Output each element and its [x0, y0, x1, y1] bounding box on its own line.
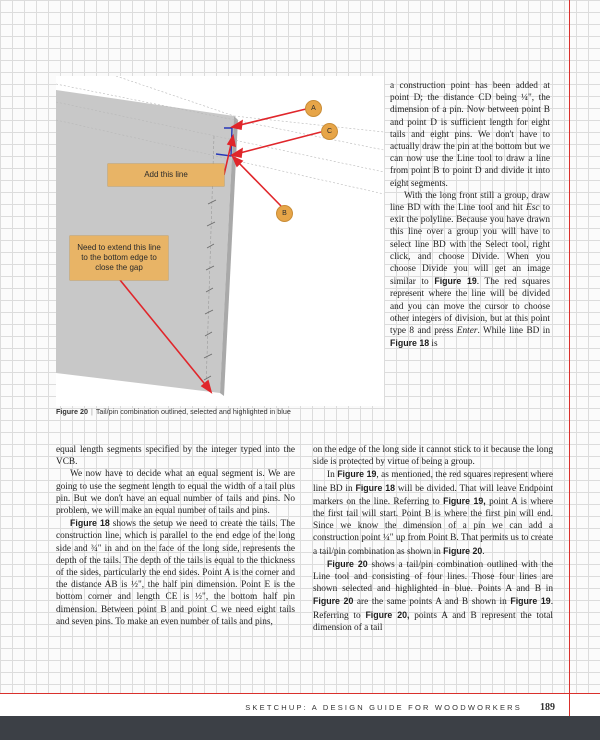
- left-column-text: [56, 444, 295, 628]
- middle-column-text: [313, 444, 553, 634]
- figure-20: [56, 76, 384, 406]
- figure-caption: [56, 407, 386, 419]
- paragraph: a construction point has been added at point D; the distance CD being ¼", the dimension of a pin. Now between point B and point D is sufficient length for eight tails and eight pins. We don't have to actually draw the pin at the bottom but we can now use the Line tool to draw a line from point B to point D and divide it into eight segments.: [390, 81, 550, 189]
- point-a-badge: A: [305, 100, 322, 117]
- paragraph: equal length segments specified by the integer typed into the VCB.: [56, 445, 295, 468]
- paragraph: on the edge of the long side it cannot stick to it because the long side is protected by virtue of being a group.: [313, 445, 553, 468]
- running-title: SKETCHUP: A DESIGN GUIDE FOR WOODWORKERS: [245, 702, 522, 712]
- caption-separator: |: [90, 407, 93, 416]
- callout-extend-line: Need to extend this line to the bottom edge to close the gap: [70, 236, 168, 280]
- callout-add-line: Add this line: [108, 164, 224, 186]
- paragraph: Figure 18 shows the setup we need to create the tails. The construction line, which is parallel to the end edge of the long side and ¾" in and on the face of the long side, represents the depth of the tails. The depth of the tails is equal to the thickness of the sides, particularly the end sides. Point A is the corner and the distance AB is ½", the half pin dimension. Point E is the bottom corner and length CE is ½", the bottom half pin dimension. Between point B and point C we need eight tails and seven pins. To make an even number of tails and pins,: [56, 518, 295, 627]
- caption-label: Figure 20: [56, 407, 88, 416]
- paragraph: With the long front still a group, draw line BD with the Line tool and hit Esc to exit the polyline. Because you have drawn this line over a group you will have to select line BD with the Select tool, right click, and choose Divide. When you choose Divide you will get an image similar to Figure 19. The red squares represent where the line will be divided and you can move the cursor to choose other integers of division, but at this point type 8 and press Enter. While line BD in Figure 18 is: [390, 190, 551, 350]
- footer-bar: [0, 716, 600, 740]
- right-column-text: [390, 80, 550, 350]
- page-footer: [0, 700, 555, 714]
- caption-text: Tail/pin combination outlined, selected and highlighted in blue: [95, 407, 291, 416]
- guide-line: [234, 116, 384, 132]
- margin-rule-vertical: [569, 0, 570, 740]
- margin-rule-horizontal: [0, 693, 600, 694]
- page-number: 189: [540, 701, 555, 713]
- point-b-badge: B: [276, 205, 293, 222]
- paragraph: In Figure 19, as mentioned, the red squares represent where line BD in Figure 18 will be divided. That will leave Endpoint markers on the line. Referring to Figure 19, point A is where the first tail will start. Point B is where the first pin will end. Since we know the dimension of a pin we can add a construction point ¼" up from Point B. That permits us to create a tail/pin combination as shown in Figure 20.: [313, 469, 554, 557]
- paragraph: We now have to decide what an equal segment is. We are going to use the segment length to equal the width of a tail plus pin. But we don't have an equal number of tails and pins. No problem, we will make an equal number of tails and pins.: [56, 469, 295, 517]
- point-c-badge: C: [321, 123, 338, 140]
- paragraph: Figure 20 shows a tail/pin combination outlined with the Line tool and consisting of four lines. Those four lines are shown selected and highlighted in blue. Points A and B in Figure 20 are the same points A and B shown in Figure 19. Referring to Figure 20, points A and B represent the total dimension of a tail: [313, 558, 554, 633]
